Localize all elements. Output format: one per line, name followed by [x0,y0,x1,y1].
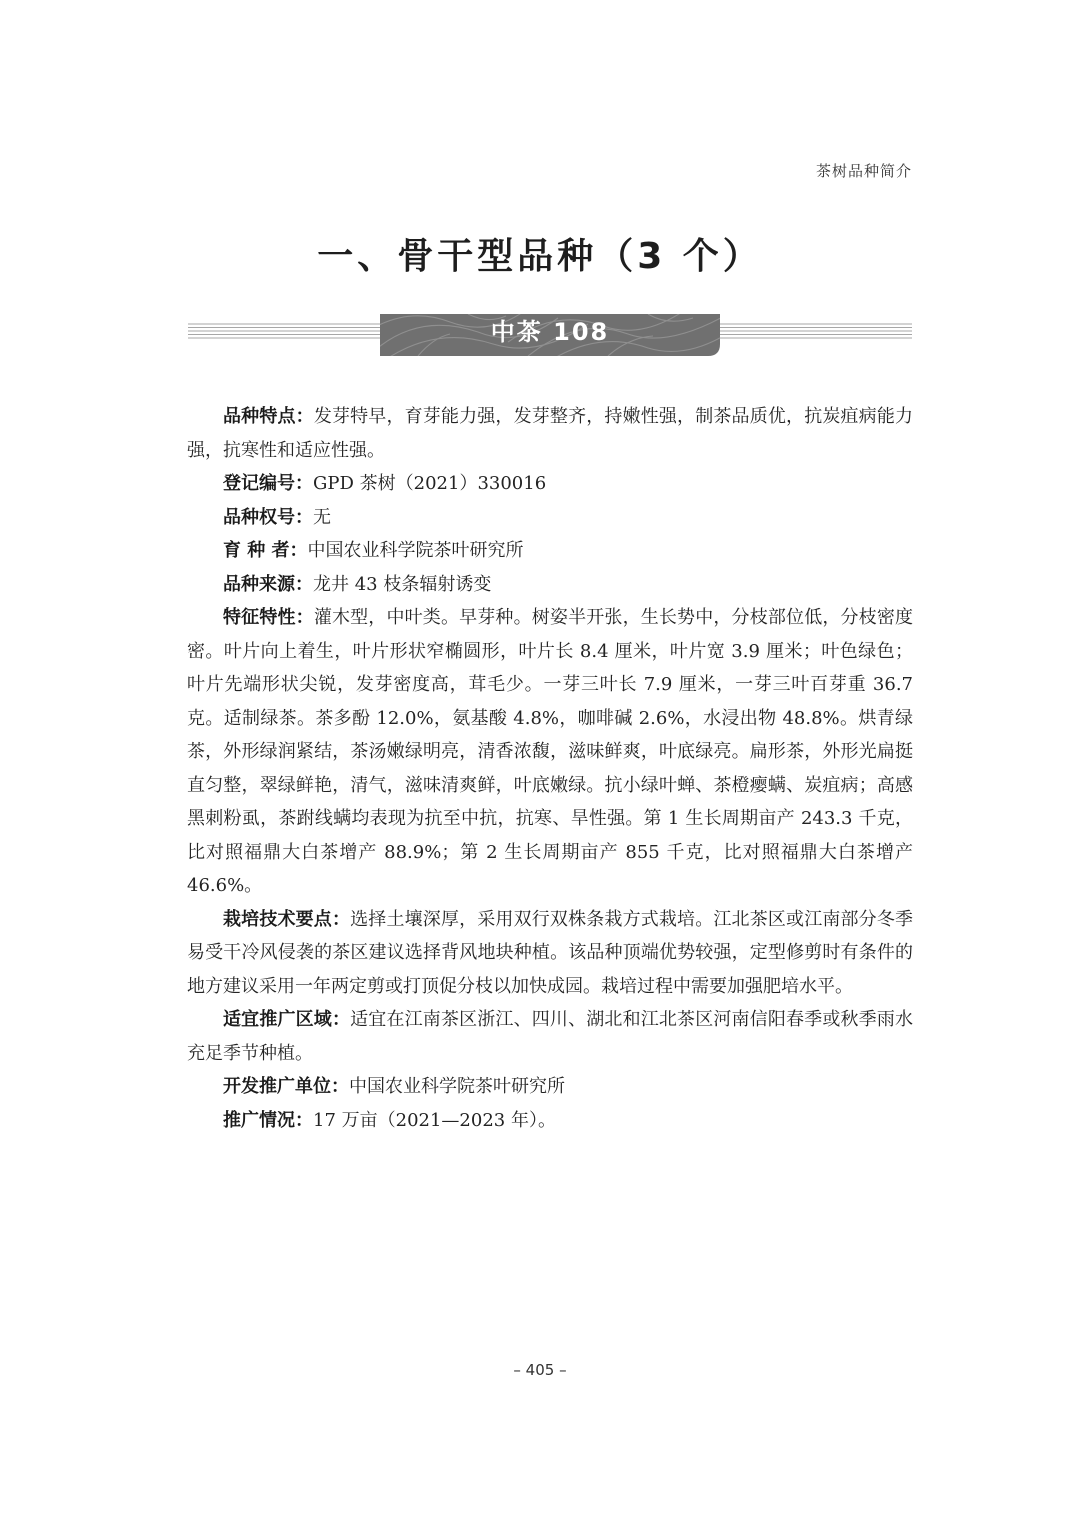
field-value: 中国农业科学院茶叶研究所 [349,1076,565,1097]
field-traits [187,601,913,903]
field-label: 登记编号： [223,473,313,494]
field-value: 17 万亩（2021—2023 年）。 [313,1109,556,1131]
field-origin [187,568,913,602]
page-number: – 405 – [513,1361,567,1379]
field-suitable-region [187,1003,913,1070]
field-value: 灌木型，中叶类。早芽种。树姿半开张，生长势中，分枝部位低，分枝密度密。叶片向上着生，叶片形状窄椭圆形，叶片长 8.4 厘米，叶片宽 3.9 厘米；叶色绿色；叶片先端形状尖锐，发芽密度高，茸毛少。一芽三叶长 7.9 厘米，一芽三叶百芽重 36.7 克。适制绿茶。茶多酚 12.0%，氨基酸 4.8%，咖啡碱 2.6%，水浸出物 48.8%。烘青绿茶，外形绿润紧结，茶汤嫩绿明亮，清香浓馥，滋味鲜爽，叶底绿亮。扁形茶，外形光扁挺直匀整，翠绿鲜艳，清气，滋味清爽鲜，叶底嫩绿。抗小绿叶蝉、茶橙瘿螨、炭疽病；高感黑刺粉虱，茶跗线螨均表现为抗至中抗，抗寒、旱性强。第 1 生长周期亩产 243.3 千克，比对照福鼎大白茶增产 88.9%；第 2 生长周期亩产 855 千克，比对照福鼎大白茶增产 46.6%。 [187,607,913,896]
field-label: 品种权号： [223,506,313,528]
field-developer [187,1070,913,1104]
field-label: 推广情况： [223,1109,313,1131]
variety-details [187,400,913,1137]
variety-name: 中茶 108 [490,318,610,346]
field-label: 育 种 者： [223,540,308,561]
field-registration-number [187,467,913,501]
field-label: 适宜推广区域： [223,1009,351,1030]
running-header: 茶树品种简介 [815,162,912,180]
field-label: 开发推广单位： [223,1076,349,1097]
field-breeder [187,534,913,568]
field-value: 发芽特早，育芽能力强，发芽整齐，持嫩性强，制茶品质优，抗炭疽病能力强，抗寒性和适应性强。 [187,406,913,461]
section-banner [188,308,912,356]
banner-rule-left [188,324,380,338]
field-label: 栽培技术要点： [223,908,351,930]
field-label: 品种来源： [223,573,313,595]
field-label: 特征特性： [223,607,314,628]
field-promotion [187,1104,913,1138]
field-value: 无 [313,506,331,528]
field-characteristics [187,400,913,467]
chapter-title: 一、骨干型品种（3 个） [317,236,763,277]
field-value: 中国农业科学院茶叶研究所 [307,540,524,561]
field-value: 龙井 43 枝条辐射诱变 [313,573,492,595]
field-value: GPD 茶树（2021）330016 [313,473,547,494]
banner-rule-right [720,324,912,338]
field-value: 选择土壤深厚，采用双行双株条栽方式栽培。江北茶区或江南部分冬季易受干冷风侵袭的茶区建议选择背风地块种植。该品种顶端优势较强，定型修剪时有条件的地方建议采用一年两定剪或打顶促分枝以加快成园。栽培过程中需要加强肥培水平。 [187,908,914,997]
field-value: 适宜在江南茶区浙江、四川、湖北和江北茶区河南信阳春季或秋季雨水充足季节种植。 [187,1009,914,1064]
field-variety-right [187,501,913,535]
field-cultivation [187,903,913,1004]
field-label: 品种特点： [223,406,314,427]
